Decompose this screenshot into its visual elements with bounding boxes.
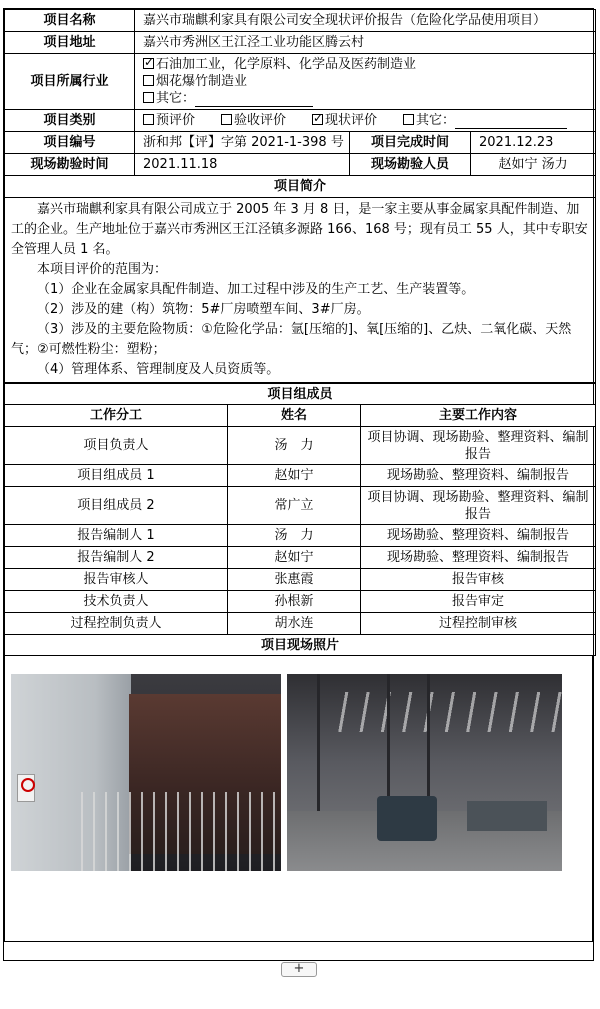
report-sheet: [3, 8, 594, 961]
team-role: 报告编制人 2: [5, 547, 228, 569]
project-industry-options: [135, 54, 596, 110]
team-role: 项目组成员 1: [5, 465, 228, 487]
team-header-work: 主要工作内容: [361, 405, 596, 427]
team-role: 项目负责人: [5, 427, 228, 465]
intro-paragraph: （3）涉及的主要危险物质：①危险化学品：氩[压缩的]、氧[压缩的]、乙炔、二氧化碳、天然气；②可燃性粉尘：塑粉；: [11, 322, 572, 357]
team-header-name: 姓名: [228, 405, 361, 427]
other-industry-blank: [195, 93, 313, 107]
team-title: 项目组成员: [5, 384, 596, 405]
table-row: [5, 569, 596, 591]
team-name: 张惠霞: [228, 569, 361, 591]
team-work: 项目协调、现场勘验、整理资料、编制报告: [361, 487, 596, 525]
team-work: 现场勘验、整理资料、编制报告: [361, 465, 596, 487]
project-number-value: 浙和邦【评】字第 2021-1-398 号: [135, 132, 350, 154]
team-table: [4, 383, 596, 656]
team-name: 孙根新: [228, 591, 361, 613]
checkbox-checked-icon: [312, 114, 323, 125]
table-row: [5, 487, 596, 525]
site-photo-paint-workshop[interactable]: [11, 674, 281, 871]
checkbox-icon: [403, 114, 414, 125]
survey-time-label: 现场勘验时间: [5, 154, 135, 176]
industry-option-other[interactable]: 其它：: [143, 90, 595, 107]
site-photo-factory-floor[interactable]: [287, 674, 562, 871]
survey-time-value: 2021.11.18: [135, 154, 350, 176]
intro-body: [5, 198, 596, 383]
type-option-other[interactable]: 其它：: [403, 113, 567, 128]
checkbox-icon: [143, 114, 154, 125]
intro-paragraph: （2）涉及的建（构）筑物：5#厂房喷塑车间、3#厂房。: [37, 302, 370, 317]
type-option-current[interactable]: ✓ 现状评价: [312, 112, 377, 129]
table-row: [5, 465, 596, 487]
survey-person-value: 赵如宁 汤力: [471, 154, 596, 176]
photos-area: [4, 656, 593, 942]
type-option-pre[interactable]: 预评价: [143, 112, 195, 129]
team-work: 报告审定: [361, 591, 596, 613]
project-address-value: 嘉兴市秀洲区王江泾工业功能区腾云村: [135, 32, 596, 54]
industry-option-petrochem[interactable]: ✓石油加工业，化学原料、化学品及医药制造业: [143, 56, 595, 73]
checkbox-icon: [221, 114, 232, 125]
finish-time-value: 2021.12.23: [471, 132, 596, 154]
prohibition-sign-icon: [17, 774, 35, 802]
team-role: 报告编制人 1: [5, 525, 228, 547]
project-industry-label: 项目所属行业: [5, 54, 135, 110]
team-role: 报告审核人: [5, 569, 228, 591]
project-number-label: 项目编号: [5, 132, 135, 154]
team-name: 汤 力: [228, 427, 361, 465]
table-row: [5, 591, 596, 613]
checkbox-checked-icon: [143, 58, 154, 69]
team-name: 常广立: [228, 487, 361, 525]
team-role: 过程控制负责人: [5, 613, 228, 635]
expand-button[interactable]: +: [281, 962, 317, 977]
team-work: 过程控制审核: [361, 613, 596, 635]
team-name: 汤 力: [228, 525, 361, 547]
intro-paragraph: （4）管理体系、管理制度及人员资质等。: [37, 362, 280, 377]
team-work: 报告审核: [361, 569, 596, 591]
photo-machine: [377, 796, 437, 841]
table-row: [5, 525, 596, 547]
table-row: [5, 547, 596, 569]
intro-paragraph: 嘉兴市瑞麒利家具有限公司成立于 2005 年 3 月 8 日，是一家主要从事金属家具配件制造、加工的企业。生产地址位于嘉兴市秀洲区王江泾镇多源路 166、168 号；现有员工 55 人，其中专职安全管理人员 1 名。: [11, 202, 588, 257]
intro-paragraph: 本项目评价的范围为：: [37, 262, 168, 277]
finish-time-label: 项目完成时间: [350, 132, 471, 154]
checkbox-icon: [143, 75, 154, 86]
project-type-options: [135, 110, 596, 132]
team-work: 现场勘验、整理资料、编制报告: [361, 547, 596, 569]
intro-paragraph: （1）企业在金属家具配件制造、加工过程中涉及的生产工艺、生产装置等。: [37, 282, 475, 297]
checkbox-icon: [143, 92, 154, 103]
team-name: 赵如宁: [228, 547, 361, 569]
project-address-label: 项目地址: [5, 32, 135, 54]
photo-workbench: [467, 801, 547, 831]
team-name: 胡水连: [228, 613, 361, 635]
survey-person-label: 现场勘验人员: [350, 154, 471, 176]
project-type-label: 项目类别: [5, 110, 135, 132]
industry-option-fireworks[interactable]: 烟花爆竹制造业: [143, 73, 595, 90]
photo-railing: [71, 792, 281, 871]
type-option-acceptance[interactable]: 验收评价: [221, 112, 286, 129]
team-role: 技术负责人: [5, 591, 228, 613]
team-role: 项目组成员 2: [5, 487, 228, 525]
team-work: 项目协调、现场勘验、整理资料、编制报告: [361, 427, 596, 465]
team-work: 现场勘验、整理资料、编制报告: [361, 525, 596, 547]
table-row: [5, 613, 596, 635]
project-name-label: 项目名称: [5, 10, 135, 32]
intro-title: 项目简介: [5, 176, 596, 198]
table-row: [5, 427, 596, 465]
team-header-role: 工作分工: [5, 405, 228, 427]
other-type-blank: [455, 115, 567, 129]
photos-title: 项目现场照片: [5, 635, 596, 656]
project-name-value: 嘉兴市瑞麒利家具有限公司安全现状评价报告（危险化学品使用项目）: [135, 10, 596, 32]
team-name: 赵如宁: [228, 465, 361, 487]
photo-ceiling-lights: [327, 692, 562, 732]
project-info-table: [4, 9, 596, 383]
